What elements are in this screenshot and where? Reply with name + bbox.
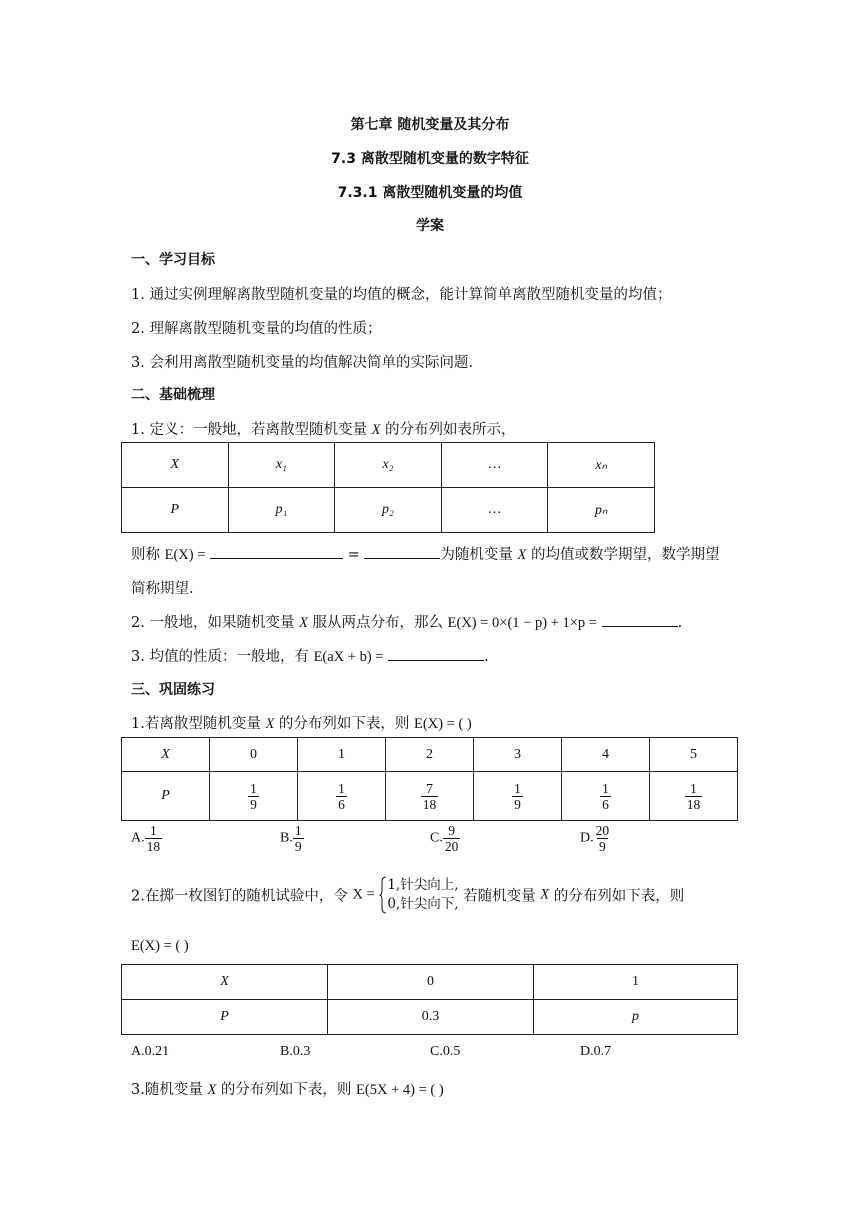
table-cell: 1 <box>534 965 738 1000</box>
table-cell <box>298 772 386 821</box>
fraction <box>443 823 461 854</box>
option-a[interactable]: A.0.21 <box>131 1044 170 1059</box>
table-cell: 0.3 <box>328 1000 534 1035</box>
denominator: 6 <box>338 796 345 812</box>
table-cell: 2 <box>386 738 474 772</box>
option-b[interactable]: B.0.3 <box>280 1044 311 1059</box>
fill-blank[interactable] <box>210 544 343 559</box>
table-cell: xₙ <box>548 443 655 488</box>
fraction <box>685 781 703 812</box>
table-cell: p₂ <box>335 488 442 533</box>
option-label: D. <box>580 830 594 846</box>
option-c[interactable]: C.0.5 <box>430 1044 461 1059</box>
table-cell: P <box>122 1000 328 1035</box>
section-heading-practice: 三、巩固练习 <box>131 682 215 698</box>
math-expression: E(aX + b) = <box>313 649 384 665</box>
text: 的分布列如下表，则 <box>216 1082 357 1098</box>
property-line <box>131 645 489 666</box>
text: 服从两点分布，那么 <box>307 615 448 631</box>
table-cell: 4 <box>562 738 650 772</box>
numerator: 1 <box>150 823 157 838</box>
text: 2. 一般地，如果随机变量 <box>131 615 300 631</box>
table-cell: P <box>122 488 229 533</box>
definition-intro <box>131 418 516 439</box>
text: 的均值或数学期望，数学期望 <box>526 547 720 563</box>
numerator: 1 <box>294 823 302 838</box>
denominator: 6 <box>602 796 609 812</box>
fraction <box>600 781 611 812</box>
option-label: C. <box>430 830 443 846</box>
variable: X <box>207 1082 217 1098</box>
table-cell: X <box>122 443 229 488</box>
definition-line: 简称期望. <box>131 581 194 597</box>
fill-blank[interactable] <box>602 612 678 627</box>
math-expression: E(5X + 4) = ( ) <box>356 1082 444 1098</box>
table-cell: X <box>122 965 328 1000</box>
option-d[interactable]: D.0.7 <box>580 1044 612 1059</box>
case: 0,针尖向下, <box>387 896 459 912</box>
table-cell: 3 <box>474 738 562 772</box>
denominator: 9 <box>599 839 606 854</box>
table-cell <box>386 772 474 821</box>
denominator: 20 <box>444 839 459 854</box>
numerator: 7 <box>426 780 433 796</box>
math-expression: E(X) = 0×(1 − p) + 1×p = <box>447 615 597 631</box>
question-1-table <box>121 737 738 821</box>
text: 3.随机变量 <box>131 1082 208 1098</box>
table-cell <box>650 772 738 821</box>
numerator: 20 <box>595 823 610 838</box>
fraction <box>512 781 523 812</box>
text: = <box>347 547 360 563</box>
table-cell <box>474 772 562 821</box>
table-cell <box>210 772 298 821</box>
section-title: 7.3 离散型随机变量的数字特征 <box>331 151 529 167</box>
question-2-table <box>121 964 738 1035</box>
piecewise-cases <box>387 876 458 914</box>
two-point-line <box>131 611 682 632</box>
text: 则称 <box>131 547 165 563</box>
definition-line <box>131 543 719 564</box>
table-cell: x₁ <box>228 443 335 488</box>
numerator: 1 <box>250 780 257 796</box>
fraction <box>293 823 304 854</box>
objective-item: 1. 通过实例理解离散型随机变量的均值的概念，能计算简单离散型随机变量的均值； <box>131 287 672 303</box>
denominator: 18 <box>686 796 701 812</box>
distribution-table-general <box>121 442 655 533</box>
fill-blank[interactable] <box>388 646 484 661</box>
numerator: 1 <box>338 780 345 796</box>
variable: X <box>265 716 275 732</box>
math-expression: X = <box>352 886 375 903</box>
text: . <box>484 649 489 665</box>
option-d[interactable] <box>580 823 611 854</box>
denominator: 9 <box>514 796 521 812</box>
question-2-stem-expr: E(X) = ( ) <box>131 938 189 954</box>
subsection-title: 7.3.1 离散型随机变量的均值 <box>337 185 523 201</box>
fraction <box>336 781 347 812</box>
fraction <box>594 823 612 854</box>
chapter-title: 第七章 随机变量及其分布 <box>350 117 510 133</box>
denominator: 9 <box>294 839 302 854</box>
variable: X <box>517 547 527 563</box>
table-cell: 0 <box>210 738 298 772</box>
text: 的分布列如下表，则 <box>549 888 685 905</box>
table-cell: p₁ <box>228 488 335 533</box>
piecewise-brace <box>379 876 387 914</box>
objective-item: 3. 会利用离散型随机变量的均值解决简单的实际问题. <box>131 355 474 371</box>
numerator: 1 <box>514 780 521 796</box>
option-b[interactable] <box>280 823 304 854</box>
fraction <box>145 823 163 854</box>
text: 1.若离散型随机变量 <box>131 716 266 732</box>
numerator: 9 <box>448 823 455 838</box>
table-cell: p <box>534 1000 738 1035</box>
denominator: 9 <box>250 796 257 812</box>
doc-type-title: 学案 <box>416 218 444 234</box>
variable: X <box>540 886 550 903</box>
table-cell: 0 <box>328 965 534 1000</box>
text: 1. 定义：一般地，若离散型随机变量 <box>131 422 372 438</box>
table-cell: … <box>441 488 548 533</box>
text: 3. 均值的性质：一般地，有 <box>131 649 314 665</box>
option-label: B. <box>280 830 293 846</box>
table-cell: 1 <box>298 738 386 772</box>
fill-blank[interactable] <box>364 544 440 559</box>
denominator: 18 <box>146 839 161 854</box>
math-expression: E(X) = <box>164 547 206 563</box>
table-cell: 5 <box>650 738 738 772</box>
fraction <box>248 781 259 812</box>
text: 2.在掷一枚图钉的随机试验中，令 <box>131 888 353 905</box>
option-c[interactable] <box>430 823 460 854</box>
table-cell: x₂ <box>335 443 442 488</box>
section-heading-objectives: 一、学习目标 <box>131 252 215 268</box>
question-1-stem <box>131 712 472 733</box>
fraction <box>421 781 439 812</box>
math-expression: E(X) = ( ) <box>414 716 472 732</box>
table-cell <box>562 772 650 821</box>
option-label: A. <box>131 830 145 846</box>
text: 若随机变量 <box>463 888 541 905</box>
case: 1,针尖向上, <box>387 877 459 893</box>
question-2-stem <box>131 876 684 914</box>
table-cell: P <box>122 772 210 821</box>
table-cell: X <box>122 738 210 772</box>
question-3-stem <box>131 1078 444 1099</box>
text: 的分布列如下表，则 <box>274 716 415 732</box>
section-heading-basics: 二、基础梳理 <box>131 387 215 403</box>
objective-item: 2. 理解离散型随机变量的均值的性质； <box>131 321 382 337</box>
table-cell: … <box>441 443 548 488</box>
option-a[interactable] <box>131 823 162 854</box>
denominator: 18 <box>422 796 437 812</box>
variable: X <box>299 615 308 631</box>
numerator: 1 <box>690 780 697 796</box>
numerator: 1 <box>602 780 609 796</box>
text: 的分布列如表所示， <box>380 422 516 438</box>
text: 为随机变量 <box>440 547 518 563</box>
table-cell: pₙ <box>548 488 655 533</box>
text: . <box>677 615 683 631</box>
variable: X <box>371 422 381 438</box>
left-brace-icon <box>379 876 387 914</box>
